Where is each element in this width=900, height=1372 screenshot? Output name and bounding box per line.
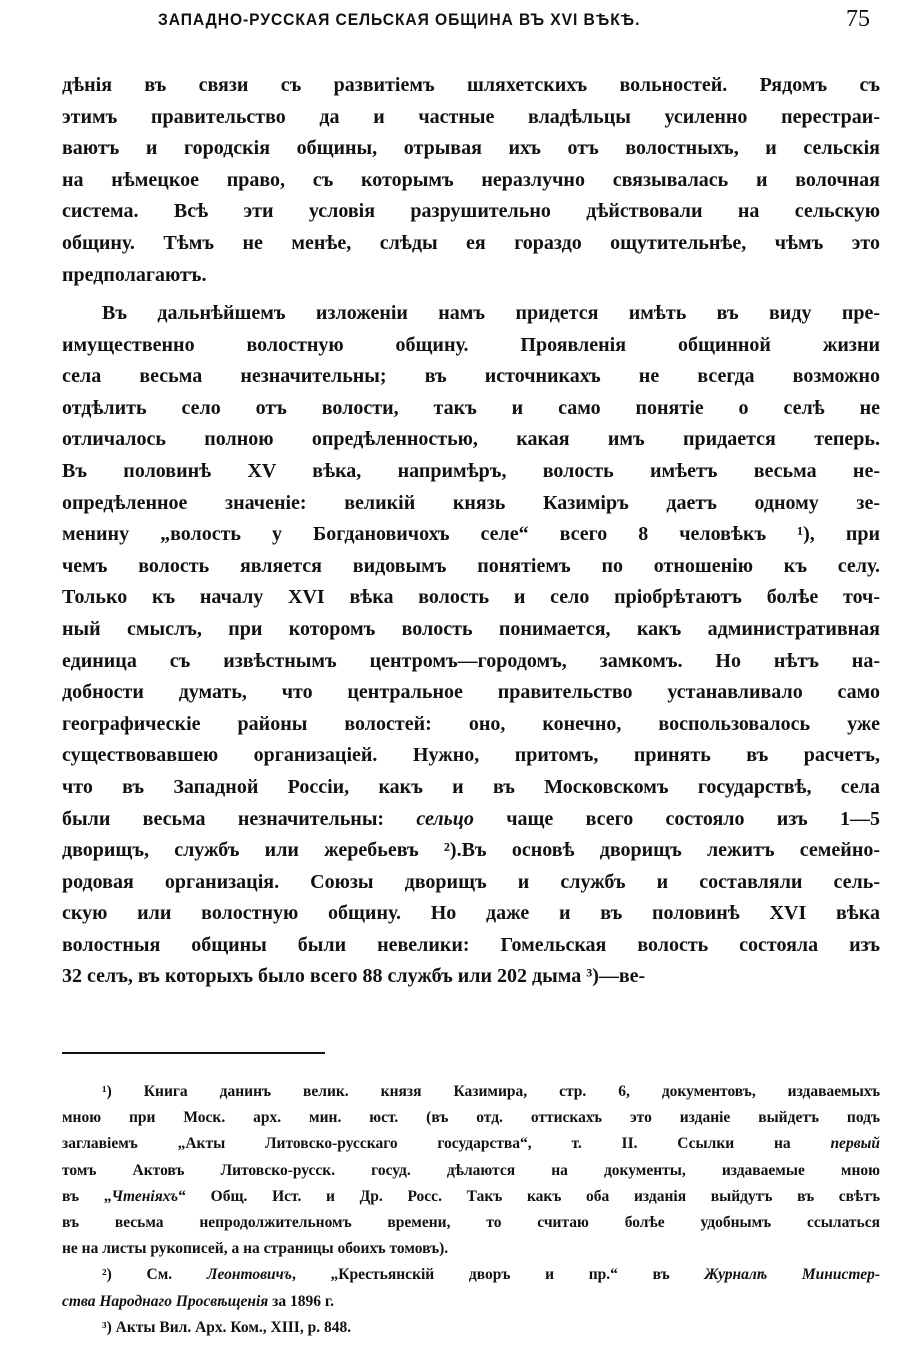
text-line <box>62 260 880 292</box>
text-segment: дворищъ, службъ или жеребьевъ ²).Въ основѣ дворищъ лежитъ семейно- <box>62 839 880 862</box>
italic-segment: первый <box>830 1135 880 1153</box>
text-segment: что въ Западной Россіи, какъ и въ Московскомъ государствѣ, села <box>62 775 880 798</box>
italic-segment: Журналѣ Министер- <box>704 1266 880 1284</box>
text-line <box>62 867 880 899</box>
text-segment: на нѣмецкое право, съ которымъ неразлучно связывалась и волочная <box>62 168 880 191</box>
text-segment: были весьма незначительны: <box>62 807 417 830</box>
footnote-3 <box>62 1315 880 1341</box>
footnote-line <box>62 1236 880 1262</box>
text-line <box>62 393 880 425</box>
footnotes <box>62 1079 880 1341</box>
text-segment: мною при Моск. арх. мин. юст. (въ отд. оттискахъ это изданіе выйдетъ подъ <box>62 1109 880 1127</box>
text-line <box>62 740 880 772</box>
text-line <box>62 456 880 488</box>
text-segment: система. Всѣ эти условія разрушительно дѣйствовали на сельскую <box>62 200 880 223</box>
text-segment: ²) См. <box>102 1266 207 1284</box>
text-segment: томъ Актовъ Литовско-русск. госуд. дѣлаются на документы, издаваемые мною <box>62 1161 880 1179</box>
footnote-line <box>62 1262 880 1288</box>
text-segment: предполагаютъ. <box>62 263 207 286</box>
text-segment: ³) Акты Вил. Арх. Ком., XIII, p. 848. <box>102 1318 352 1336</box>
text-segment: ный смыслъ, при которомъ волость понимается, какъ административная <box>62 617 880 640</box>
text-segment: не на листы рукописей, а на страницы обоихъ томовъ). <box>62 1240 449 1258</box>
footnote-line <box>62 1131 880 1157</box>
text-line <box>62 330 880 362</box>
text-segment: ваютъ и городскія общины, отрывая ихъ отъ волостныхъ, и сельскія <box>62 137 880 160</box>
text-line <box>62 835 880 867</box>
text-segment: въ „ <box>62 1187 112 1205</box>
text-segment: Въ дальнѣйшемъ изложеніи намъ придется имѣть въ виду пре- <box>102 302 880 324</box>
text-segment: 32 селъ, въ которыхъ было всего 88 службъ или 202 дыма ³)—ве- <box>62 965 646 988</box>
text-segment: чемъ волость является видовымъ понятіемъ по отношенію къ селу. <box>62 554 880 577</box>
text-line <box>62 551 880 583</box>
text-line <box>62 646 880 678</box>
paragraph-2 <box>62 298 880 993</box>
text-line <box>62 361 880 393</box>
footnote-line <box>62 1158 880 1184</box>
text-segment: дѣнія въ связи съ развитіемъ шляхетскихъ вольностей. Рядомъ съ <box>62 74 880 96</box>
text-line <box>62 196 880 228</box>
text-line <box>62 582 880 614</box>
text-segment: существовавшею организаціей. Нужно, притомъ, принять въ расчетъ, <box>62 744 880 767</box>
text-segment: чаще всего состояло изъ 1—5 <box>473 807 880 830</box>
text-line <box>62 519 880 551</box>
footnote-line <box>62 1289 880 1315</box>
text-line <box>62 102 880 134</box>
text-line <box>62 898 880 930</box>
text-segment: ¹) Книга данинъ велик. князя Казимира, стр. 6, документовъ, издаваемыхъ <box>102 1083 880 1100</box>
text-segment: за 1896 г. <box>268 1292 335 1310</box>
text-line <box>62 772 880 804</box>
text-segment: Въ половинѣ XV вѣка, напримѣръ, волость имѣетъ весьма не- <box>62 459 880 482</box>
italic-segment: Леонтовичъ <box>206 1266 292 1284</box>
text-segment: этимъ правительство да и частные владѣльцы усиленно перестраи- <box>62 105 880 128</box>
footnote-1 <box>62 1079 880 1262</box>
paragraph-1 <box>62 70 880 291</box>
footnote-2 <box>62 1262 880 1314</box>
text-line <box>62 961 880 993</box>
running-title: ЗАПАДНО-РУССКАЯ СЕЛЬСКАЯ ОБЩИНА ВЪ XVI ВѢКѢ. <box>158 10 641 29</box>
text-segment: менину „волость у Богдановичохъ селе“ всего 8 человѣкъ ¹), при <box>62 523 880 546</box>
italic-segment: сельцо <box>416 807 474 830</box>
text-segment: опредѣленное значеніе: великій князь Казиміръ даетъ одному зе- <box>62 491 880 514</box>
page-number: 75 <box>846 6 870 32</box>
text-segment: имущественно волостную общину. Проявленія общинной жизни <box>62 333 880 356</box>
text-line <box>62 228 880 260</box>
text-segment: родовая организація. Союзы дворищъ и службъ и составляли сель- <box>62 870 880 893</box>
text-segment: заглавіемъ „Акты Литовско-русскаго государства“, т. II. Ссылки на <box>62 1135 831 1153</box>
footnote-line <box>62 1315 880 1341</box>
text-segment: отличалось полною опредѣленностью, какая имъ придается теперь. <box>62 428 880 451</box>
italic-segment: Чтеніяхъ <box>111 1187 179 1205</box>
text-segment: географическіе районы волостей: оно, конечно, воспользовалось уже <box>62 712 880 735</box>
text-segment: Только къ началу XVI вѣка волость и село пріобрѣтаютъ болѣе точ- <box>62 586 880 609</box>
text-line <box>62 70 880 102</box>
text-line <box>62 424 880 456</box>
text-line <box>62 930 880 962</box>
footnote-line <box>62 1079 880 1105</box>
text-line <box>62 677 880 709</box>
text-segment: общину. Тѣмъ не менѣе, слѣды ея гораздо ощутительнѣе, чѣмъ это <box>62 231 880 254</box>
text-segment: въ весьма непродолжительномъ времени, то считаю болѣе удобнымъ ссылаться <box>62 1213 880 1231</box>
text-segment: “ Общ. Ист. и Др. Росс. Такъ какъ оба изданія выйдутъ въ свѣтъ <box>178 1187 880 1205</box>
text-line <box>62 133 880 165</box>
page-header <box>0 8 900 38</box>
italic-segment: ства Народнаго Просвѣщенія <box>62 1292 269 1310</box>
text-segment: отдѣлить село отъ волости, такъ и само понятіе о селѣ не <box>62 396 880 419</box>
text-segment: , „Крестьянскій дворъ и пр.“ въ <box>291 1266 705 1284</box>
text-line <box>62 488 880 520</box>
footnote-line <box>62 1210 880 1236</box>
text-segment: волостныя общины были невелики: Гомельская волость состояла изъ <box>62 933 880 956</box>
text-segment: скую или волостную общину. Но даже и въ половинѣ XVI вѣка <box>62 902 880 925</box>
text-line <box>62 614 880 646</box>
footnote-divider <box>62 1052 325 1054</box>
text-segment: добности думать, что центральное правительство устанавливало само <box>62 681 880 704</box>
text-line <box>62 165 880 197</box>
text-segment: села весьма незначительны; въ источникахъ не всегда возможно <box>62 365 880 388</box>
footnote-line <box>62 1184 880 1210</box>
text-line <box>62 709 880 741</box>
text-line <box>62 804 880 836</box>
footnote-line <box>62 1105 880 1131</box>
text-line <box>62 298 880 330</box>
text-segment: единица съ извѣстнымъ центромъ—городомъ, замкомъ. Но нѣтъ на- <box>62 649 880 672</box>
